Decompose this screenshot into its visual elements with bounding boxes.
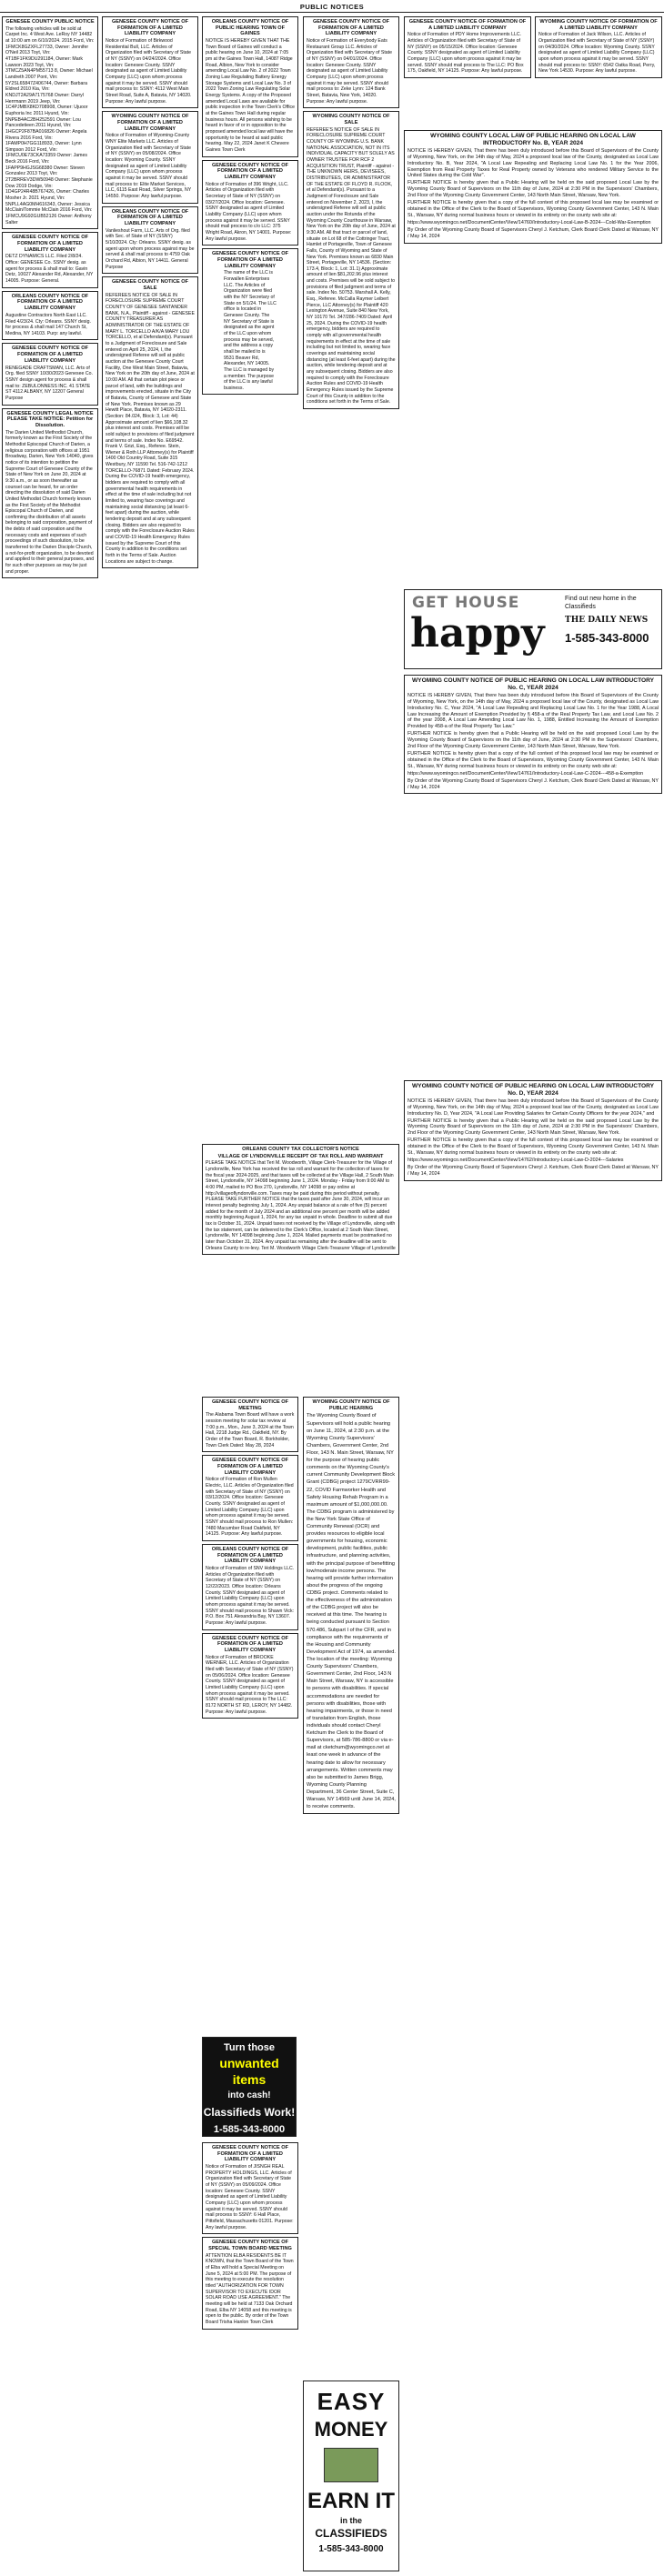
column-4: [303, 16, 399, 412]
notice-llc-396-wright: [202, 160, 298, 246]
notice-body: DETZ DYNAMICS LLC. Filed 2/8/24. Office: GENESEE Co. SSNY desig. as agent for process & shall mail to: Gavin Detz, 10027 Alexander Rd, Alexander, NY 14005. Purpose: General.: [5, 254, 94, 285]
notice-title: GENESEE COUNTY NOTICE OF FORMATION OF A LIMITED LIABILITY COMPANY: [211, 1458, 289, 1476]
notice-title: WYOMING COUNTY NOTICE OF PUBLIC HEARING: [312, 1399, 390, 1411]
notice-title: WYOMING COUNTY NOTICE OF PUBLIC HEARING ON LOCAL LAW INTRODUCTORY No. D, YEAR 2024: [411, 1083, 655, 1097]
ad-turn-unwanted-items: [202, 2037, 297, 2137]
notice-title: WYOMING COUNTY LOCAL LAW OF PUBLIC HEARING ON LOCAL LAW INTRODUCTORY No. B, YEAR 2024: [430, 133, 636, 146]
notice-hearing-gaines: [202, 16, 298, 157]
page-header: [0, 0, 664, 13]
money-icon: [324, 2448, 378, 2482]
notice-title: GENESEE COUNTY PUBLIC NOTICE: [5, 19, 95, 25]
notice-body: The following vehicles will be sold at Carpet Inc. 4 West Ave. LeRoy NY 14482 at 10:00 am on 6/10/2024. 2015 Ford, Vin: 1FMCK8GZXFL27733, Owner: Jennifer O'Neil 2013 Toyt, Vin: 4T1BF1FK9DU291184, Owner: Mark Lawson 2023 Toyt, Vin: 3TMCZ5AN4PM55713 8, Owner: Michael Landreth 2007 Pont, Vin: 5Y2SL65847Z406744, Owner: Barbara Eldred 2010 Kia, Vin: KNDJT2A29A7175768 Owner: Darryl Herrmann 2019 Jeep, Vin: 1C4PJMBX8KD708908, Owner: Ujuoor Euphoria Inc 2011 Hyund, Vin: 5NPEB4AC2BH252591 Owner: Lou Pancedetieen 2011 Hyund, Vin: 1HGCP2F87BA016826 Owner: Angela Rivera 2016 Ford, Vin: 1FAMP0H7GG118933, Owner: Lynn Simpson 2012 Ford, Vin: 1FMCU0E73CKA73359 Owner: James Beck 2016 Ford, Vin: 1FAPP9HGJSG68380 Owner: Steven Gonzalez 2013 Toyt, Vin: 2T2BRREV3DW50948 Owner: Stephanie Dow 2019 Dodge, Vin: 1D4GP24R48B767426, Owner: Charles Mosher Jr. 2021 Hyund, Vin: 5NPLL4AG0MH616343, Owner: Jessica McClain/Tommie McClain 2016 Ford, Vin: 1FMCU9G92GUB52126 Owner: Anthony Salter: [5, 25, 95, 226]
notice-body: Notice of Formation of Jack Wilson, LLC. Articles of Organization filed with Secretary of State of NY (SSNY) on 04/30/2024. Office location: Wyoming County. SSNY designated as agent of Limited Liability Company (LLC) upon whom process against it may be served. SSNY should mail process to: SSNY: 6542 Oatka Road, Perry, New York 14530. Purpose: Any lawful purpose.: [538, 32, 656, 75]
notice-title: ORLEANS COUNTY TAX COLLECTOR'S NOTICE: [242, 1147, 359, 1152]
notice-title: ORLEANS COUNTY NOTICE OF PUBLIC HEARING TOWN OF GAINES: [211, 19, 289, 37]
notice-llc-jisngh: [202, 2142, 298, 2234]
notice-body: Notice of Formation of Ron Mullen Electric, LLC. Articles of Organization filed with Secretary of State of NY (SSNY) on 03/12/2024. Office location: Genesee County. SSNY designated as agent of Limited Liability Company (LLC) upon whom process against it may be served. SSNY should mail process to Ron Mullen: 7480 Macumber Road Oakfield, NY 14125. Purpose: Any lawful purpose.: [206, 1477, 294, 1538]
notice-link[interactable]: https://www.wyomingco.net/DocumentCenter/View/14761/Introductory-Local-Law-C-2024---458-a-Exemption: [407, 770, 644, 777]
notice-title: ORLEANS COUNTY NOTICE OF FORMATION OF A LIMITED LIABILITY COMPANY: [11, 293, 89, 312]
notice-body: ATTENTION ELBA RESIDENTS BE IT KNOWN, that the Town Board of the Town of Elba will hold a Special Meeting on June 5, 2024 at 5:00 PM. The purpose of this meeting to execute the resolution titled "AUTHORIZATION FOR TOWN SUPERVISOR TO EXECUTE IDOR SOLAR ROAD USE AGREEMENT." The meeting will be held at 7133 Oak Orchard Road, Elba NY 14058 and this meeting is open to the public. By order of the Town Board Trisha Hanlon Town Clerk: [206, 2252, 294, 2325]
column-1: [2, 16, 98, 581]
notice-body: The Alabama Town Board will have a work session meeting for solar tax review at 7:00 p.m., Mon., June 3, 2024 at the Town Hall, 2218 Judge Rd., Oakfield, NY. By Order of the Town Board, R. Borkholder, Town Clerk Dated: May 28, 2024: [206, 1412, 295, 1448]
notice-body: REFEREES NOTICE OF SALE IN FORECLOSURE SUPREME COURT COUNTY OF GENESEE SANTANDER BANK, N.A., Plaintiff - against - GENESEE COUNTY TREASURER AS ADMINISTRATOR OF THE ESTATE OF MARY L. TORCELLO A/K/A MARY LOU TORCELLO, et al Defendant(s). Pursuant to a Judgment of Foreclosure and Sale entered on April 25, 2024, I, the undersigned Referee will sell at public auction at the Genesee County Court Facility, One West Main Street, Batavia, New York on the 20th day of June, 2024 at 10:00 AM. All that certain plot piece or parcel of land, with the buildings and improvements erected, situate in the City of Batavia, County of Genesee and State of New York. Premises known as 29 Hewitt Place, Batavia, NY 14020-2311. (Section: 84.024, Block: 3, Lot: 44) Approximate amount of lien $66,108.32 plus interest and costs. Premises will be sold subject to provisions of filed judgment and terms of sale. Index No. E69542. Frank V. Grizi, Esq., Referee. Stein, Wiener & Roth LLP Attorney(s) for Plaintiff 1400 Old Country Road, Suite 315 Westbury, NY 11590 Tel. 516-742-1212 TORCELLO-76871 Dated: February 2024. During the COVID-19 health emergency, bidders are required to comply with all governmental health requirements in effect at the time of sale including but not limited to, wearing face coverings and maintaining social distancing (at least 6-feet apart) during the auction, while tendering deposit and at any subsequent closing. Bidders are also required to comply with the Foreclosure Auction Rules and COVID-19 Health Emergency Rules issued by the Supreme Court of this County in addition to the conditions set forth in the Terms of Sale. Auction Locations are subject to change.: [106, 292, 195, 565]
ad-line-3: EARN IT: [307, 2489, 395, 2514]
notice-paragraph: NOTICE IS HEREBY GIVEN, That there has been duly introduced before this Board of Supervisors of the County of Wyoming, New York, on the 14th day of May, 2024 a proposed local law of the County, designated as Local Law Introductory No. C, Year 2024, "A Local Law Repealing and Replacing Local Law No. 1 for the Year 1988, A Local Law Increasing the Amount of Exemption Provided by § 458-a of the Real Property Tax Law, and Local Law No. 2 of the year 2008, A Local Law Amending Local Law No. 1, 1988, Entitled Increasing the Amount of Exemption Provided by 458-a of the Real Property Tax Law.": [407, 692, 659, 730]
column-3: [202, 16, 298, 397]
notice-title: WYOMING COUNTY NOTICE OF PUBLIC HEARING ON LOCAL LAW INTRODUCTORY No. C, YEAR 2024: [411, 677, 655, 691]
notice-title: GENESEE COUNTY NOTICE OF FORMATION OF A LIMITED LIABILITY COMPANY: [408, 19, 527, 31]
notice-title: ORLEANS COUNTY NOTICE OF FORMATION OF A LIMITED LIABILITY COMPANY: [211, 1547, 289, 1565]
notice-title: GENESEE COUNTY NOTICE OF FORMATION OF A LIMITED LIABILITY COMPANY: [211, 162, 289, 180]
column-3-bottom: [202, 2142, 298, 2332]
notice-sale-flook: [303, 111, 399, 409]
notice-title: GENESEE COUNTY NOTICE OF FORMATION OF A LIMITED LIABILITY COMPANY: [211, 2145, 289, 2163]
notice-title: WYOMING COUNTY NOTICE OF SALE: [312, 114, 390, 126]
ad-line-5: CLASSIFIEDS: [315, 2526, 387, 2540]
notice-vehicle-sale: [2, 16, 98, 229]
notice-llc-elite-markets: [102, 111, 198, 203]
notice-paragraph: NOTICE IS HEREBY GIVEN, That there has been duly introduced before this Board of Supervisors of the County of Wyoming, New York, on the 14th day of May, 2024 a proposed local law of the County, designated as Local Law Introductory No. D, Year 2024, "A Local Law Providing Salaries for Certain County Officers for the year 2024," and: [407, 1098, 659, 1117]
notice-paragraph: FURTHER NOTICE is hereby given that a copy of the full context of this proposed local law may be examined or obtained in the Office of the Clerk to the Board of Supervisors, Wyoming County Government Center, 143 N. Main St., Warsaw, NY during normal business hours or viewed in its entirety on the county web site at:: [407, 1138, 659, 1157]
notice-body: Notice of Formation of BROOKE WERNER, LLC. Articles of Organization filed with Secretary of State of NY (SSNY) on 05/06/2024. Office location: Genesee County. SSNY designated as agent of Limited Liability Company (LLC) upon whom process against it may be served. SSNY should mail process to The LLC: 8172 NORTH ST RD, LEROY, NY 14482. Purpose: Any lawful purpose.: [206, 1654, 294, 1715]
notice-title: ORLEANS COUNTY NOTICE OF FORMATION OF A LIMITED LIABILITY COMPANY: [111, 208, 189, 227]
notice-llc-detz: [2, 232, 98, 287]
ad-line-4: in the: [340, 2516, 362, 2526]
notice-body: Notice of Formation of 396 Wright, LLC. Articles of Organization filed with Secretary of State of NY (SSNY) on 03/27/2024. Office location: Genesee. SSNY designated as agent of Limited Liability Company (LLC) upon whom process against it may be served. SSNY should mail process to c/o LLC: 375 Wright Road, Akron, NY 14001. Purpose: Any lawful purpose.: [206, 181, 292, 242]
notice-llc-brooke-werner: [202, 1633, 298, 1719]
ad-phone: 1-585-343-8000: [318, 2544, 384, 2555]
ad-headline: GET HOUSE: [412, 594, 520, 612]
notice-title: GENESEE COUNTY NOTICE OF FORMATION OF A LIMITED LIABILITY COMPANY: [211, 251, 289, 269]
notice-title: GENESEE COUNTY NOTICE OF MEETING: [211, 1399, 289, 1411]
notice-body: Notice of Formation of Wyoming-County WNY Elite Markets LLC. Articles of Organization filed with Secretary of State of NY (SSNY) on 05/08/2024. Office location: Wyoming County. SSNY designated as agent of Limited Liability Company (LLC) upon whom process against it may be served. SSNY should mail process to: Elite Market Services, LLC, 6115 East Road, Silver Springs, NY 14550. Purpose: Any lawful purpose.: [106, 133, 192, 199]
notice-body: The name of the LLC is Forwallen Enterprises LLC. The Articles of Organization were filed with the NY Secretary of State on 5/1/24. The LLC office is located in Genesee County. The NY Secretary of State is designated as the agent of the LLC upon whom process may be served, and the address a copy shall be mailed to is 9531 Beaver Rd, Alexander, NY 14005. The LLC is managed by a member. The purpose of the LLC is any lawful business.: [224, 270, 277, 391]
notice-paragraph: NOTICE IS HEREBY GIVEN, That there has been duly introduced before this Board of Supervisors of the County of Wyoming, New York, on the 14th day of May, 2024 a proposed local law of the County, designated as Local Law Introductory No. B, Year 2024, "A Local Law Repealing and Replacing Local Law No. 1 for the Year 2006, Exemption from Real Property Taxes for Real Property owned by Veterans who rendered Military Service to the United States during the Cold War".: [407, 147, 659, 179]
ad-line-2: unwanted items: [219, 2056, 279, 2087]
notice-title: GENESEE COUNTY NOTICE OF FORMATION OF A LIMITED LIABILITY COMPANY: [111, 19, 189, 37]
notice-body: PLEASE TAKE NOTICE that Teri M. Woodworth, Village Clerk-Treasurer for the Village of Lyndonville, New York has received the tax roll and warrant for the collection of taxes for the fiscal year 2024-2025, and that taxes will be collected at the Village Hall, 2 South Main Street, Lyndonville, NY 14098 beginning June 1, 2024. Monday - Friday from 9:00 AM to 4:00 PM, mailed to PO Box 270, Lyndonville, NY 14098 or pay online at http://villageoflyndonville.com. Taxes may be paid during this period without penalty. PLEASE TAKE FURTHER NOTICE that the taxes paid after June 30, 2024, will incur an interest penalty beginning July 1, 2024. Any unpaid balance at a rate of five (5) percent added for the month of July 2024 and an additional one percent per month will be added monthly beginning August 1, 2024, for any tax unpaid in whole. Deadline to submit all due tax is October 31, 2024. Unpaid taxes not received by the Village of Lyndonville, along with the tax statement, can be delivered to the Clerk's Office, located at 2 South Main Street, Lyndonville, NY 14098 beginning June 1, 2024. Mailed payments must be postmarked no later than October 31, 2024. Any unpaid tax remaining after the deadline will be sent to Orleans County to re-levy. Teri M. Woodworth Village Clerk-Treasurer Village of Lyndonville: [206, 1160, 396, 1251]
notice-llc-augustine: [2, 291, 98, 341]
notice-subtitle: VILLAGE OF LYNDONVILLE RECEIPT OF TAX ROLL AND WARRANT: [217, 1153, 384, 1159]
notice-link[interactable]: https://www.wyomingco.net/DocumentCenter/View/14762/Introductory-Local-Law-D-2024---Salaries: [407, 1157, 624, 1163]
notice-llc-pdy: [404, 16, 531, 78]
notice-llc-ron-mullen: [202, 1455, 298, 1541]
notice-body: REFEREE'S NOTICE OF SALE IN FORECLOSURE SUPREME COURT COUNTY OF WYOMING U.S. BANK NATIONAL ASSOCIATION, NOT IN ITS INDIVIDUAL CAPACITY BUT SOLELY AS OWNER TRUSTEE FOR RCF 2 ACQUISITION TRUST, Plaintiff - against - THE UNKNOWN HEIRS, DEVISEES, DISTRIBUTEES, OR ADMINISTRATOR OF THE ESTATE OF FLOYD R. FLOOK, et al Defendant(s). Pursuant to a Judgment of Foreclosure and Sale entered on November 2, 2023, I, the undersigned Referee will sell at public auction under the Rotunda of the Wyoming County Courthouse in Warsaw, New York on the 20th day of June, 2024 at 9:30 AM. All that tract or parcel of land, situate on Lot 68 of the Cottringer Tract, Hamlet of Portageville, Town of Genesee Falls, County of Wyoming and State of New York. Premises known as 6830 Main Street, Portageville, NY 14536. (Section: 173.4, Block: 1, Lot: 31.1) Approximate amount of lien $81,202.96 plus interest and costs. Premises will be sold subject to provisions of filed judgment and terms of sale. Index No. 50753. Marshall A. Kelly, Esq., Referee. McCalla Raymer Leibert Pierce, LLC Attorney(s) for Plaintiff 420 Lexington Avenue, Suite 840 New York, NY 10170 Tel. 347/286-7409 Dated: April 25, 2024. During the COVID-19 health emergency, bidders are required to comply with all governmental health requirements in effect at the time of sale including but not limited to, wearing face coverings and maintaining social distancing (at least 6-feet apart) during the auction, while tendering deposit and at any subsequent closing. Bidders are also required to comply with the Foreclosure Auction Rules and COVID-19 Health Emergency Rules issued by the Supreme Court of this County in addition to the conditions set forth in the Terms of Sale.: [307, 126, 396, 406]
column-5: [404, 16, 531, 81]
notice-paragraph: FURTHER NOTICE is hereby given that a copy of the full context of this proposed local law may be examined or obtained in the Office of the Clerk to the Board of Supervisors, Wyoming County Government Center, 143 N. Main St., Warsaw, NY during normal business hours or viewed in its entirety on the county web site at:: [407, 750, 659, 769]
ad-phone: 1-585-343-8000: [213, 2124, 286, 2136]
notice-hearing-law-b: [404, 130, 662, 244]
notice-title: WYOMING COUNTY NOTICE OF FORMATION OF A LIMITED LIABILITY COMPANY: [539, 19, 658, 31]
notice-llc-jack-wilson: [535, 16, 662, 78]
notice-llc-birkwood: [102, 16, 198, 108]
notice-llc-vanlieshout: [102, 206, 198, 275]
ad-phone: 1-585-343-8000: [565, 631, 649, 646]
ad-line-4: Classifieds Work!: [203, 2105, 296, 2119]
notice-llc-snv-holdings: [202, 1544, 298, 1630]
notice-link[interactable]: https://www.wyomingco.net/DocumentCenter/View/14760/Introductory-Local-Law-B-2024---Cold-War-Exemption: [407, 219, 651, 226]
notice-body: The Wyoming County Board of Supervisors will hold a public hearing on June 11, 2024, at 2:30 p.m. at the Wyoming County Supervisors' Chambers, Government Center, 2nd Floor, 143 N. Main Street, Warsaw, NY for the purpose of hearing public comments on the Wyoming County's current Community Development Block Grant (CDBG) project 1279CVRR99-22, COVID Farmworker Health and Safety Housing Rehab Program in a maximum amount of $1,000,000.00. The CDBG program is administered by the New York State Office of Community Renewal (OCR) and provides resources to eligible local governments for housing, economic development, public facilities, public infrastructure, and planning activities, with the principal purpose of benefitting low/moderate income persons. The hearing will provide further information about the progress of the ongoing CDBG project. Comments related to the effectiveness of the administration of the CDBG project will also be received at this time. The hearing is being conducted pursuant to Section 570.486, Subpart I of the CFR, and in compliance with the requirements of the Housing and Community Development Act of 1974, as amended. The location of the meeting: Wyoming County Supervisors' Chambers, Government Center, 2nd Floor, 143 N Main Street, Warsaw, NY is accessible to persons with disabilities. If special accommodations are needed for persons with disabilities, those with hearing impairments, or those in need of translation from English, those individuals should contact Cheryl Ketchum the Clerk to the Board of Supervisors, at 585-786-8800 or via e-mail at cketchum@wyomingco.net at least one week in advance of the hearing date to allow for necessary arrangements. Written comments may also be submitted to James Brigg, Wyoming County Planning Department, 36 Center Street, Suite C, Warsaw, NY 14569 until June 14, 2024, to receive comments.: [307, 1413, 396, 1810]
notice-title: GENESEE COUNTY NOTICE OF FORMATION OF A LIMITED LIABILITY COMPANY: [211, 1635, 289, 1654]
notice-meeting-alabama: [202, 1397, 298, 1452]
ad-get-house-happy: [404, 589, 662, 669]
column-2: [102, 16, 198, 571]
notice-body: NOTICE IS HEREBY GIVEN THAT THE Town Board of Gaines will conduct a public hearing on June 10, 2024 at 7:05 pm at the Gaines Town Hall, 14087 Ridge Road, Albion, New York to consider amending Local Law No. 2 of 2022 Town Zoning Law Regulating Battery Energy Storage Systems and Local Law No. 3 of 2022 Town Zoning Law Regulating Solar Energy Systems. A copy of the Proposed amended Local Laws are available for public inspection in the Town Clerk's Office at the Gaines Town Hall during regular business hours. All persons wishing to be heard in favor of or in opposition to the proposed amended local law will have the opportunity to be heard at said public hearing. May 22, 2024 Janet K Chevere Gaines Town Clerk: [206, 38, 295, 153]
ad-line-1: Turn those: [223, 2042, 275, 2053]
notice-body: The Darien United Methodist Church, formerly known as the First Society of the Methodist Episcopal Church of Darien, a religious corporation with offices at 1951 Broadway, Darien, New York 14040, gives notice of its intention to petition the Supreme Court of Genesee County of the State of New York on June 20, 2024 at 9:30 a.m., or as soon thereafter as counsel can be heard, for an order directing the dissolution of said Darien United Methodist Church formerly known as the First Society of the Methodist Episcopal Church of Darien, and confirming the distribution of all assets belonging to said corporation, payment of the debts of said corporation and the necessary costs and expenses of such proceedings of such dissolution, to be transferred to the Darien Disciple Church, a not-for-profit organization, to be devoted and applied to their general purposes, and for such other purposes as may be just and proper.: [5, 429, 95, 575]
ad-tagline: Find out new home in the Classifieds: [565, 596, 637, 610]
column-3-lower: [202, 1397, 298, 1721]
notice-signature: By Order of the Wyoming County Board of Supervisors Cheryl J. Ketchum, Clerk Board Clerk Dated at Warsaw, NY / May 14, 2024: [407, 777, 659, 790]
ad-easy-money: [303, 2381, 399, 2571]
notice-body: Notice of Formation of SNV Holdings LLC. Articles of Organization filed with Secretary of State of NY (SSNY) on 12/22/2023. Office location: Orleans County. SSNY designated as agent of Limited Liability Company (LLC) upon whom process against it may be served. SSNY should mail process to Shawn Vick: P.O. Box 751 Alexandria Bay, NY 13607. Purpose: Any lawful purpose.: [206, 1566, 295, 1627]
notice-body: Notice of Formation of Everybody Eats Restaurant Group LLC. Articles of Organization filed with Secretary of State of NY (SSNY) on 04/01/2024. Office location: Genesee County. SSNY designated as agent of Limited Liability Company (LLC) upon whom process against it may be served. SSNY should mail process to: Zeke Lynn: 124 Bank Street, Batavia, New York, 14020. Purpose: Any lawful purpose.: [307, 38, 392, 105]
notice-special-meeting-elba: [202, 2237, 298, 2329]
notice-llc-forwallen: [202, 248, 298, 395]
notice-body: Augustine Contractors North East LLC. Filed 4/23/24. Cty: Orleans. SSNY desig. for process & shall mail 147 Church St, Medina, NY 14103. Purp: any lawful.: [5, 312, 91, 336]
notice-title: GENESEE COUNTY NOTICE OF FORMATION OF A LIMITED LIABILITY COMPANY: [11, 346, 89, 364]
notice-signature: By Order of the Wyoming County Board of Supervisors Cheryl J. Ketchum, Clerk Board Clerk Dated at Warsaw, NY / May 14, 2024: [407, 1164, 659, 1177]
notice-body: Notice of Formation of Birkwood Residential Bull, LLC. Articles of Organization filed with Secretary of State of NY (SSNY) on 04/24/2024. Office location: Genesee County. SSNY designated as agent of Limited Liability Company (LLC) upon whom process against it may be served. SSNY should mail process to: SSNY: 4112 West Main Street Road, Suite A, Batavia, NY 14020. Purpose: Any lawful purpose.: [106, 38, 192, 105]
notice-paragraph: FURTHER NOTICE is hereby given that a copy of the full context of this proposed local law may be examined or obtained in the Office of the Clerk to the Board of Supervisors, Wyoming County Government Center, 143 N. Main St., Warsaw, NY during normal business hours or viewed in its entirety on the county web site at:: [407, 200, 659, 218]
notice-hearing-cdbg: [303, 1397, 399, 1814]
notice-paragraph: FURTHER NOTICE is hereby given that a Public Hearing will be held on the said proposed Local Law by the Wyoming County Board of Supervisors on the 11th day of June, 2024 at 2:30 PM in the Supervisors' Chambers, 2nd Floor of the Wyoming County Government Center, 143 North Main Street, Warsaw, New York.: [407, 1118, 659, 1137]
notice-hearing-law-d: [404, 1080, 662, 1181]
ad-side: [565, 596, 659, 647]
ad-line-2: MONEY: [314, 2418, 388, 2441]
ad-line-3: into cash!: [227, 2090, 271, 2100]
column-6: [535, 16, 662, 81]
notice-title: GENESEE COUNTY NOTICE OF FORMATION OF A LIMITED LIABILITY COMPANY: [312, 19, 390, 37]
notice-body: Vanlieshout Farm, LLC. Arts of Org. filed with Sec. of State of NY (SSNY) 5/10/2024. Cty: Orleans. SSNY desig. as agent upon whom process against may be served & shall mail process to 4759 Oak Orchard Rd, Albion, NY 14411. General Purpose: [106, 227, 195, 270]
notice-paragraph: FURTHER NOTICE is hereby given that a Public Hearing will be held on the said proposed Local Law by the Wyoming County Board of Supervisors on the 11th day of June, 2024 at 2:30 PM in the Supervisors' Chambers, 2nd Floor of the Wyoming County Government Center, 143 North Main Street, Warsaw, New York.: [407, 731, 659, 750]
notice-body: Notice of Formation of JISNGH REAL PROPERTY HOLDINGS, LLC. Articles of Organization filed with Secretary of State of NY (SSNY) on 05/09/2024. Office location: Genesee County. SSNY designated as agent of Limited Liability Company (LLC) upon whom process against it may be served. SSNY should mail process to SSNY: 6 Hall Place, Pittsfield, Massachusetts 01201. Purpose: Any lawful purpose.: [206, 2164, 294, 2230]
notice-paragraph: FURTHER NOTICE is hereby given that a Public Hearing will be held on the said proposed Local Law by the Wyoming County Board of Supervisors on the 11th day of June, 2024 at 2:30 PM in the Supervisors' Chambers, 2nd Floor of the Wyoming County Government Center, 143 North Main Street, Warsaw, New York.: [407, 180, 659, 199]
notice-body: Notice of Formation of PDY Home Improvements LLC. Articles of Organization filed with Secretary of State of NY (SSNY) on 05/15/2024. Office location: Genesee County. SSNY designated as agent of Limited Liability Company (LLC) upon whom process against it may be served. SSNY should mail process to The LLC: PO Box 175, Oakfield, NY 14125. Purpose: Any lawful purpose.: [407, 32, 524, 75]
notice-hearing-law-c: [404, 675, 662, 794]
notice-signature: By Order of the Wyoming County Board of Supervisors Cheryl J. Ketchum, Clerk Board Clerk Dated at Warsaw, NY / May 14, 2024: [407, 226, 659, 239]
notice-body: RENEGADE CRAFTSMAN, LLC. Arts of Org. filed SSNY 10/30/2023 Genesee Co. SSNY design agent for process & shall mail to: ZEBULONNESS INC. 41 STATE ST 4112 ALBANY, NY 12207 General Purpose: [5, 365, 93, 401]
notice-title: GENESEE COUNTY NOTICE OF FORMATION OF A LIMITED LIABILITY COMPANY: [11, 235, 89, 253]
ad-paper-name: THE DAILY NEWS: [565, 615, 649, 625]
ad-happy-text: happy: [410, 610, 545, 657]
ad-line-1: EASY: [317, 2388, 386, 2415]
page-title: PUBLIC NOTICES: [299, 3, 365, 11]
notice-llc-everybody-eats: [303, 16, 399, 108]
notice-sale-torcello: [102, 276, 198, 568]
notice-church-dissolution: [2, 408, 98, 579]
notice-title: WYOMING COUNTY NOTICE OF FORMATION OF A LIMITED LIABILITY COMPANY: [111, 114, 189, 132]
notice-title: GENESEE COUNTY NOTICE OF SPECIAL TOWN BOARD MEETING: [208, 2240, 292, 2252]
notice-title: GENESEE COUNTY NOTICE OF SALE: [111, 279, 189, 292]
notice-llc-renegade: [2, 343, 98, 405]
notice-tax-collector: [202, 1144, 399, 1255]
notice-title: GENESEE COUNTY LEGAL NOTICE PLEASE TAKE NOTICE: Petition for Dissolution.: [6, 410, 94, 428]
